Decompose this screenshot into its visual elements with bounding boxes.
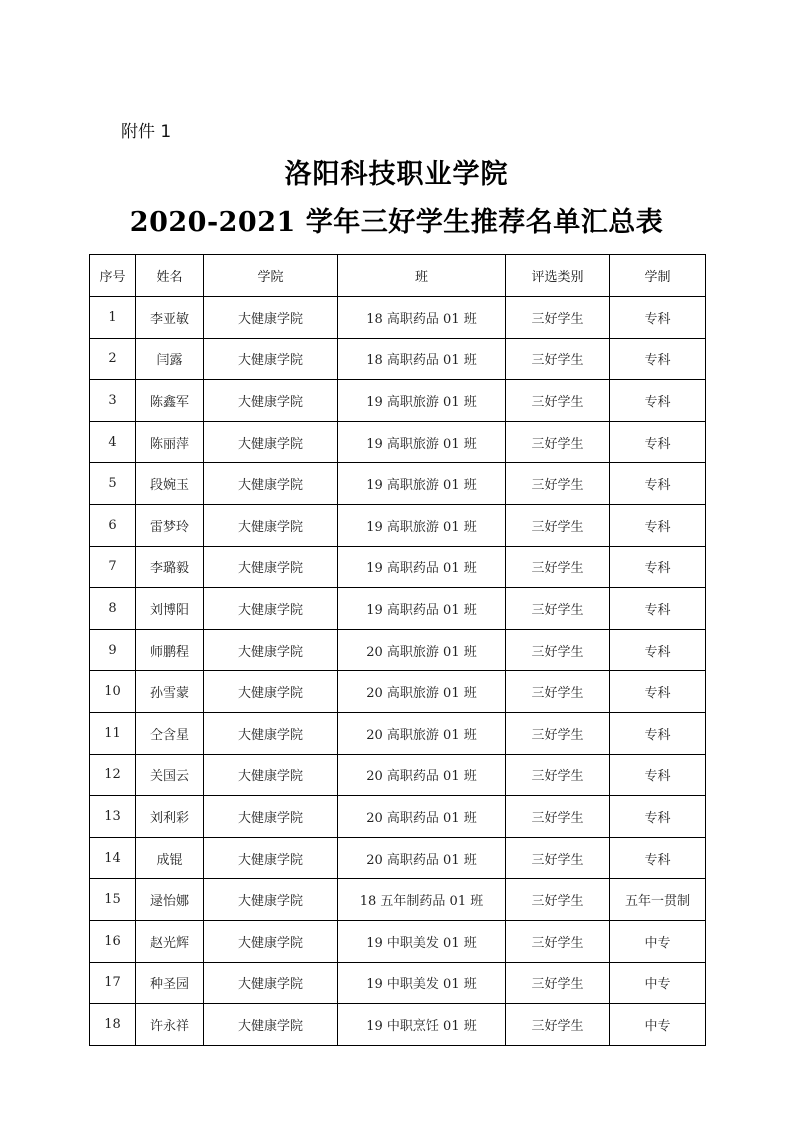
table-body [90, 297, 706, 1046]
cell-college: 大健康学院 [204, 962, 338, 1004]
cell-class: 19 高职旅游 01 班 [338, 463, 506, 505]
cell-name: 种圣园 [136, 962, 204, 1004]
table-row [90, 879, 706, 921]
cell-program: 专科 [610, 338, 706, 380]
cell-class: 18 高职药品 01 班 [338, 338, 506, 380]
cell-category: 三好学生 [506, 421, 610, 463]
cell-category: 三好学生 [506, 629, 610, 671]
cell-name: 陈鑫军 [136, 380, 204, 422]
cell-program: 专科 [610, 588, 706, 630]
cell-college: 大健康学院 [204, 463, 338, 505]
cell-index: 11 [90, 712, 136, 754]
table-row [90, 1004, 706, 1046]
cell-program: 专科 [610, 546, 706, 588]
cell-index: 9 [90, 629, 136, 671]
cell-name: 刘博阳 [136, 588, 204, 630]
cell-category: 三好学生 [506, 796, 610, 838]
cell-index: 6 [90, 504, 136, 546]
cell-category: 三好学生 [506, 1004, 610, 1046]
cell-name: 陈丽萍 [136, 421, 204, 463]
cell-category: 三好学生 [506, 962, 610, 1004]
cell-college: 大健康学院 [204, 421, 338, 463]
cell-category: 三好学生 [506, 588, 610, 630]
cell-class: 19 中职美发 01 班 [338, 920, 506, 962]
header-name: 姓名 [136, 255, 204, 297]
cell-class: 19 中职烹饪 01 班 [338, 1004, 506, 1046]
cell-index: 3 [90, 380, 136, 422]
table-row [90, 546, 706, 588]
cell-category: 三好学生 [506, 504, 610, 546]
cell-class: 20 高职药品 01 班 [338, 796, 506, 838]
table-row [90, 380, 706, 422]
cell-college: 大健康学院 [204, 671, 338, 713]
cell-class: 20 高职药品 01 班 [338, 837, 506, 879]
cell-college: 大健康学院 [204, 920, 338, 962]
cell-name: 许永祥 [136, 1004, 204, 1046]
header-category: 评选类别 [506, 255, 610, 297]
cell-index: 16 [90, 920, 136, 962]
cell-college: 大健康学院 [204, 380, 338, 422]
cell-category: 三好学生 [506, 754, 610, 796]
table-row [90, 588, 706, 630]
cell-name: 李璐毅 [136, 546, 204, 588]
cell-category: 三好学生 [506, 380, 610, 422]
cell-program: 中专 [610, 920, 706, 962]
cell-college: 大健康学院 [204, 879, 338, 921]
cell-name: 师鹏程 [136, 629, 204, 671]
cell-name: 雷梦玲 [136, 504, 204, 546]
cell-college: 大健康学院 [204, 796, 338, 838]
table-row [90, 338, 706, 380]
cell-index: 18 [90, 1004, 136, 1046]
cell-name: 孙雪蒙 [136, 671, 204, 713]
table-row [90, 796, 706, 838]
student-roster-table [89, 254, 706, 1046]
table-row [90, 962, 706, 1004]
table-header-row [90, 255, 706, 297]
cell-index: 12 [90, 754, 136, 796]
cell-index: 1 [90, 297, 136, 339]
table-row [90, 297, 706, 339]
table-row [90, 671, 706, 713]
cell-index: 7 [90, 546, 136, 588]
cell-class: 19 高职旅游 01 班 [338, 380, 506, 422]
cell-college: 大健康学院 [204, 546, 338, 588]
header-index: 序号 [90, 255, 136, 297]
attachment-label: 附件 1 [121, 122, 172, 142]
cell-name: 段婉玉 [136, 463, 204, 505]
cell-class: 19 高职药品 01 班 [338, 588, 506, 630]
cell-category: 三好学生 [506, 463, 610, 505]
cell-index: 4 [90, 421, 136, 463]
cell-class: 18 高职药品 01 班 [338, 297, 506, 339]
cell-college: 大健康学院 [204, 504, 338, 546]
cell-category: 三好学生 [506, 546, 610, 588]
cell-program: 专科 [610, 463, 706, 505]
cell-program: 专科 [610, 796, 706, 838]
cell-index: 2 [90, 338, 136, 380]
cell-index: 17 [90, 962, 136, 1004]
cell-college: 大健康学院 [204, 837, 338, 879]
cell-index: 14 [90, 837, 136, 879]
cell-program: 中专 [610, 962, 706, 1004]
header-college: 学院 [204, 255, 338, 297]
cell-program: 五年一贯制 [610, 879, 706, 921]
cell-program: 专科 [610, 504, 706, 546]
cell-class: 18 五年制药品 01 班 [338, 879, 506, 921]
cell-class: 20 高职旅游 01 班 [338, 629, 506, 671]
cell-index: 13 [90, 796, 136, 838]
cell-class: 19 高职药品 01 班 [338, 546, 506, 588]
cell-name: 李亚敏 [136, 297, 204, 339]
cell-program: 专科 [610, 712, 706, 754]
cell-program: 专科 [610, 754, 706, 796]
cell-name: 刘利彩 [136, 796, 204, 838]
table-row [90, 421, 706, 463]
header-program: 学制 [610, 255, 706, 297]
table-row [90, 837, 706, 879]
cell-program: 专科 [610, 421, 706, 463]
cell-class: 20 高职旅游 01 班 [338, 671, 506, 713]
cell-college: 大健康学院 [204, 754, 338, 796]
cell-college: 大健康学院 [204, 629, 338, 671]
cell-college: 大健康学院 [204, 338, 338, 380]
cell-program: 专科 [610, 629, 706, 671]
cell-name: 逯怡娜 [136, 879, 204, 921]
cell-class: 20 高职旅游 01 班 [338, 712, 506, 754]
cell-class: 19 中职美发 01 班 [338, 962, 506, 1004]
cell-category: 三好学生 [506, 338, 610, 380]
cell-index: 15 [90, 879, 136, 921]
table-row [90, 920, 706, 962]
cell-class: 19 高职旅游 01 班 [338, 421, 506, 463]
cell-category: 三好学生 [506, 712, 610, 754]
cell-name: 仝含星 [136, 712, 204, 754]
cell-index: 8 [90, 588, 136, 630]
cell-category: 三好学生 [506, 920, 610, 962]
cell-category: 三好学生 [506, 879, 610, 921]
table-row [90, 504, 706, 546]
cell-name: 关国云 [136, 754, 204, 796]
cell-college: 大健康学院 [204, 712, 338, 754]
cell-class: 20 高职药品 01 班 [338, 754, 506, 796]
cell-program: 专科 [610, 297, 706, 339]
table-row [90, 754, 706, 796]
cell-program: 专科 [610, 671, 706, 713]
header-class: 班 [338, 255, 506, 297]
cell-name: 闫露 [136, 338, 204, 380]
cell-college: 大健康学院 [204, 588, 338, 630]
document-subtitle: 2020-2021 学年三好学生推荐名单汇总表 [129, 207, 664, 238]
cell-category: 三好学生 [506, 837, 610, 879]
cell-name: 成锟 [136, 837, 204, 879]
cell-program: 中专 [610, 1004, 706, 1046]
cell-category: 三好学生 [506, 671, 610, 713]
cell-program: 专科 [610, 380, 706, 422]
document-title: 洛阳科技职业学院 [284, 159, 509, 190]
cell-category: 三好学生 [506, 297, 610, 339]
cell-college: 大健康学院 [204, 1004, 338, 1046]
cell-college: 大健康学院 [204, 297, 338, 339]
table-row [90, 629, 706, 671]
cell-index: 10 [90, 671, 136, 713]
cell-program: 专科 [610, 837, 706, 879]
cell-class: 19 高职旅游 01 班 [338, 504, 506, 546]
table-row [90, 463, 706, 505]
cell-index: 5 [90, 463, 136, 505]
cell-name: 赵光辉 [136, 920, 204, 962]
table-row [90, 712, 706, 754]
